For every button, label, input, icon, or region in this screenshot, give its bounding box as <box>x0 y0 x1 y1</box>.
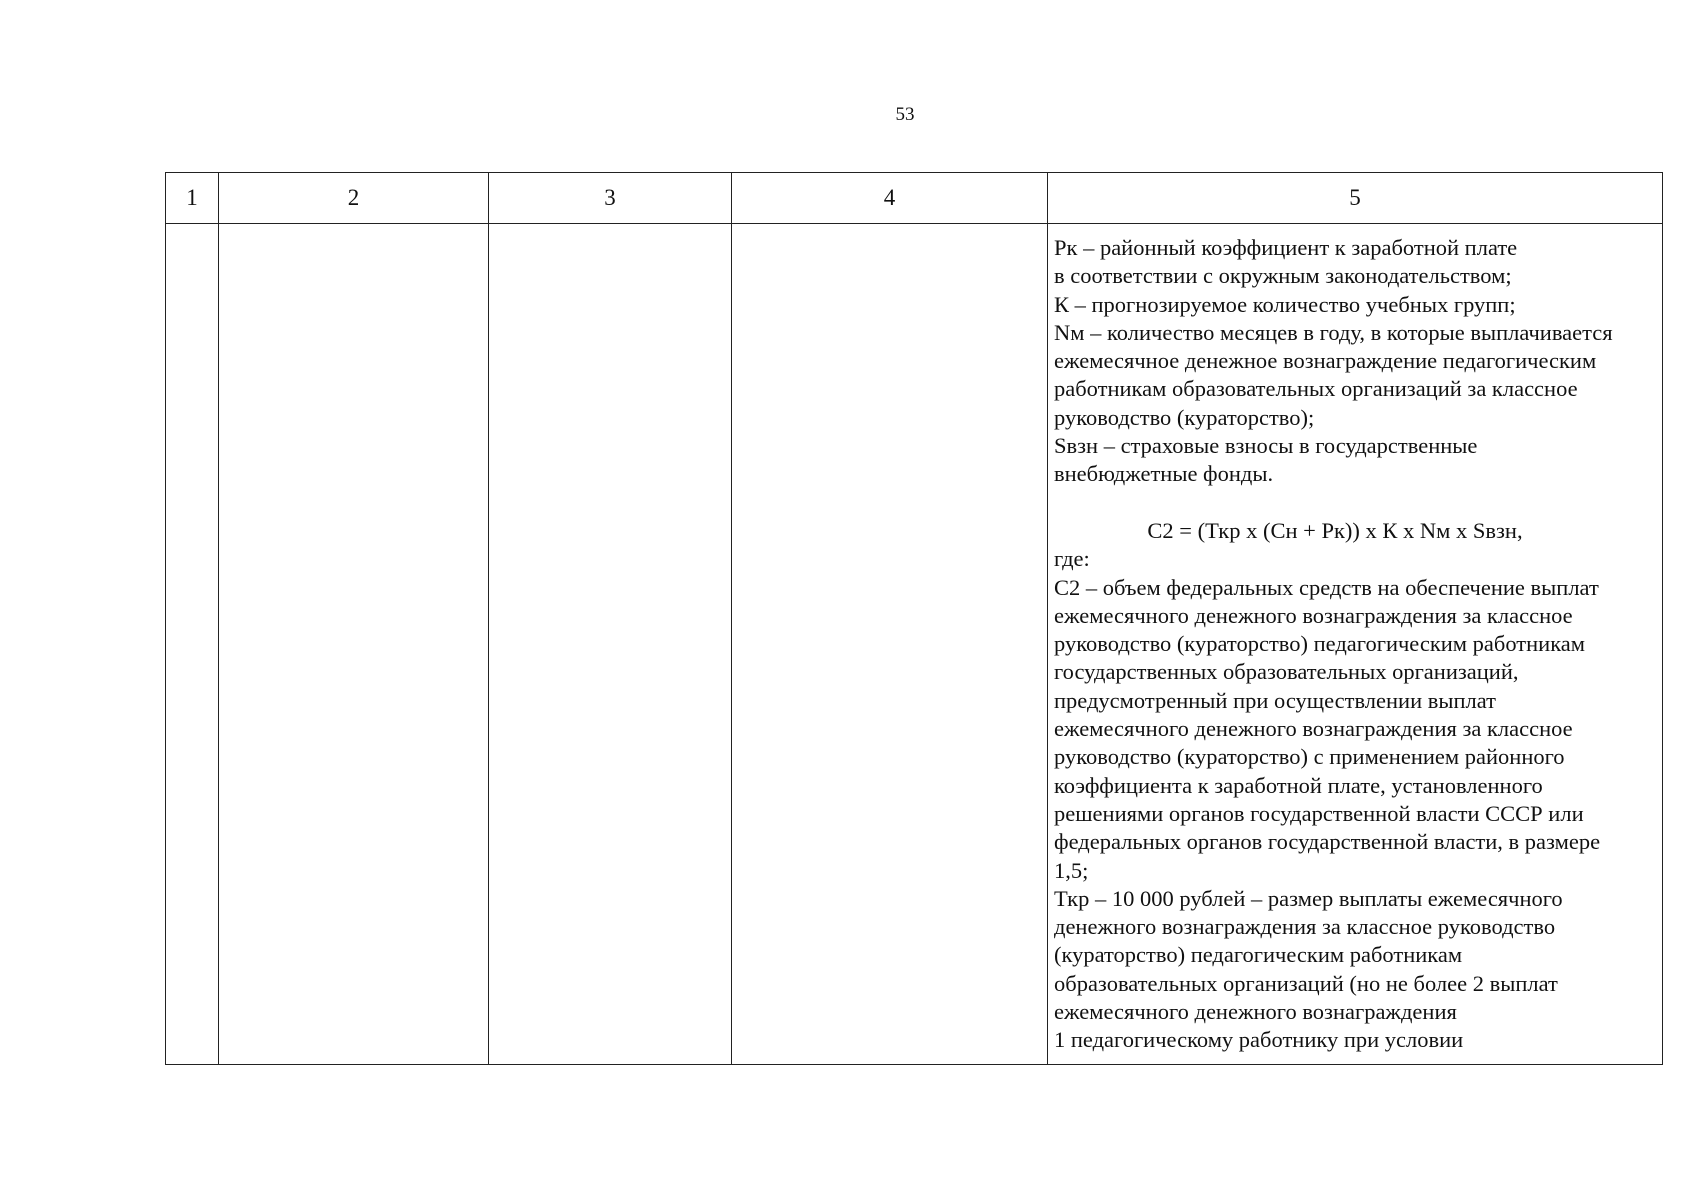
table-row <box>166 224 1663 1065</box>
explanation-block <box>1054 545 1656 1054</box>
formula-line: С2 = (Ткр х (Сн + Рк)) х К х Nм х Sвзн, <box>1147 517 1523 543</box>
text-line: 1 педагогическому работнику при условии <box>1054 1027 1464 1053</box>
text-line: К – прогнозируемое количество учебных групп; <box>1054 291 1516 317</box>
text-line: предусмотренный при осуществлении выплат <box>1054 687 1497 713</box>
text-line: Рк – районный коэффициент к заработной плате <box>1054 235 1518 260</box>
column-header-1: 1 <box>166 173 219 224</box>
text-line: С2 – объем федеральных средств на обеспечение выплат <box>1054 574 1599 600</box>
column-header-3: 3 <box>489 173 732 224</box>
table-header-row <box>166 173 1663 224</box>
text-line: руководство (кураторство) с применением районного <box>1054 744 1565 770</box>
text-line: ежемесячного денежного вознаграждения за классное <box>1054 716 1573 742</box>
text-line: Sвзн – страховые взносы в государственные <box>1054 433 1478 459</box>
text-line: Ткр – 10 000 рублей – размер выплаты ежемесячного <box>1054 885 1563 911</box>
text-line: денежного вознаграждения за классное руководство <box>1054 914 1556 940</box>
text-line: руководство (кураторство) педагогическим работникам <box>1054 631 1586 657</box>
cell-col-5 <box>1048 224 1663 1065</box>
text-line: (кураторство) педагогическим работникам <box>1054 942 1463 968</box>
text-line: Nм – количество месяцев в году, в которые выплачивается <box>1054 319 1613 345</box>
definitions-block <box>1054 234 1656 489</box>
column-header-5: 5 <box>1048 173 1663 224</box>
col-5-text <box>1048 224 1662 1055</box>
blank-line <box>1054 489 1656 517</box>
text-line: в соответствии с окружным законодательством; <box>1054 263 1512 289</box>
page-number: 53 <box>895 104 915 125</box>
document-table <box>165 172 1663 1065</box>
cell-col-3 <box>489 224 732 1065</box>
text-line: работникам образовательных организаций за классное <box>1054 376 1578 402</box>
text-line: 1,5; <box>1054 857 1089 883</box>
cell-col-4 <box>732 224 1048 1065</box>
text-line: государственных образовательных организаций, <box>1054 659 1519 685</box>
text-line: руководство (кураторство); <box>1054 404 1315 430</box>
cell-col-1 <box>166 224 219 1065</box>
text-line: ежемесячное денежное вознаграждение педагогическим <box>1054 348 1597 374</box>
column-header-2: 2 <box>219 173 489 224</box>
column-header-4: 4 <box>732 173 1048 224</box>
text-line: внебюджетные фонды. <box>1054 461 1274 487</box>
text-line: где: <box>1054 546 1090 572</box>
text-line: решениями органов государственной власти СССР или <box>1054 800 1584 826</box>
text-line: образовательных организаций (но не более 2 выплат <box>1054 970 1558 996</box>
cell-col-2 <box>219 224 489 1065</box>
text-line: коэффициента к заработной плате, установленного <box>1054 772 1543 798</box>
text-line: федеральных органов государственной власти, в размере <box>1054 829 1601 855</box>
text-line: ежемесячного денежного вознаграждения <box>1054 999 1457 1025</box>
text-line: ежемесячного денежного вознаграждения за классное <box>1054 602 1573 628</box>
